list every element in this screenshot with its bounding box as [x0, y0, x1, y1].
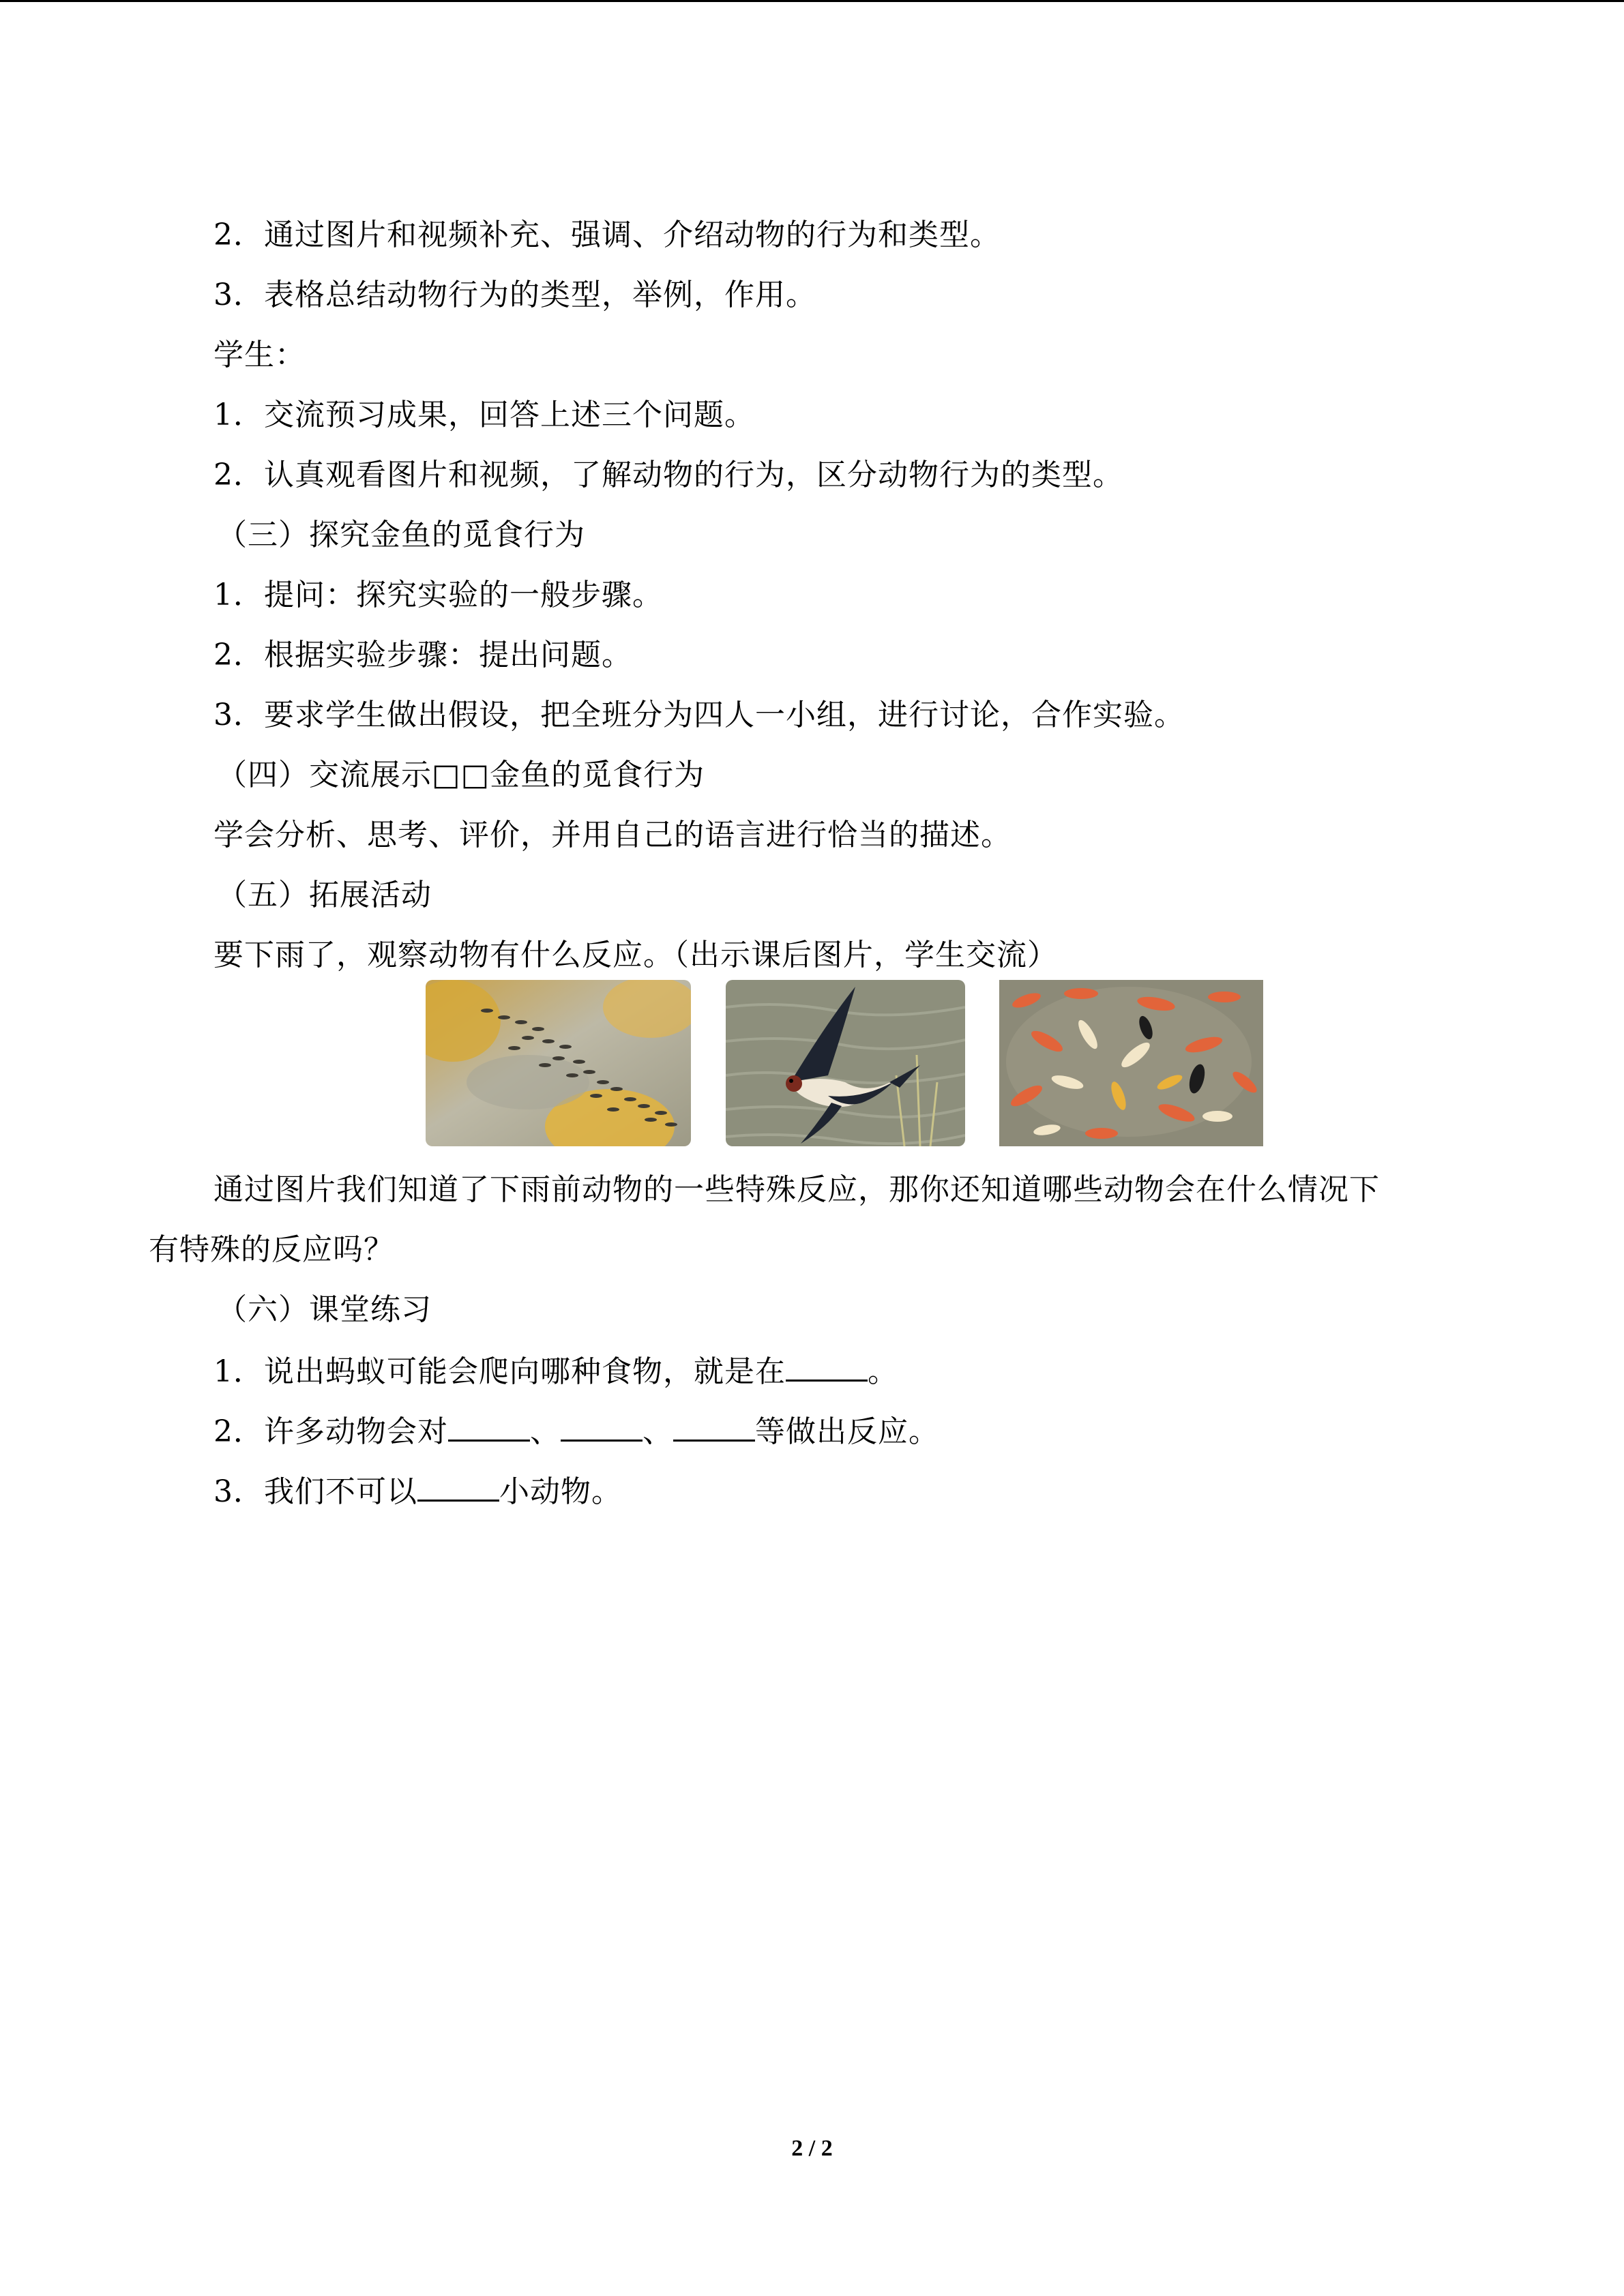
text-line: 3．表格总结动物行为的类型，举例，作用。 [213, 278, 816, 312]
text-line: 3．要求学生做出假设，把全班分为四人一小组，进行讨论，合作实验。 [213, 698, 1185, 732]
text-line: 1．提问：探究实验的一般步骤。 [213, 578, 663, 612]
section-heading: （四）交流展示□□金鱼的觅食行为 [217, 758, 705, 792]
text-line: 要下雨了，观察动物有什么反应。（出示课后图片，学生交流） [213, 938, 1058, 972]
text-line: 2．根据实验步骤：提出问题。 [213, 638, 632, 672]
answer-blank [673, 1410, 755, 1442]
exercise-1-end: 。 [868, 1354, 898, 1389]
exercise-2-sep: 、 [530, 1414, 561, 1449]
text-line: 1．交流预习成果，回答上述三个问题。 [213, 398, 755, 432]
goldfish-photo [999, 980, 1263, 1146]
answer-blank [561, 1410, 643, 1442]
section-heading: （六）课堂练习 [217, 1292, 432, 1327]
text-line: 2．认真观看图片和视频，了解动物的行为，区分动物行为的类型。 [213, 458, 1123, 492]
section-heading: （三）探究金鱼的觅食行为 [217, 518, 585, 552]
text-line: 2．通过图片和视频补充、强调、介绍动物的行为和类型。 [213, 218, 1001, 252]
swallow-photo [726, 980, 965, 1146]
exercise-2-sep: 、 [643, 1414, 673, 1449]
text-line: 学生： [213, 338, 306, 372]
exercise-2-text: 2．许多动物会对 [213, 1414, 448, 1449]
section-heading: （五）拓展活动 [217, 878, 432, 912]
text-line: 通过图片我们知道了下雨前动物的一些特殊反应，那你还知道哪些动物会在什么情况下 [213, 1172, 1380, 1207]
answer-blank [417, 1470, 499, 1502]
answer-blank [448, 1410, 530, 1442]
exercise-2 [213, 1410, 939, 1452]
page-number: 2 / 2 [791, 2136, 833, 2161]
top-border-rule [0, 0, 1624, 2]
text-line: 学会分析、思考、评价，并用自己的语言进行恰当的描述。 [213, 818, 1012, 852]
exercise-1-text: 1．说出蚂蚁可能会爬向哪种食物，就是在 [213, 1354, 786, 1389]
exercise-2-end: 等做出反应。 [755, 1414, 939, 1449]
ants-photo [426, 980, 691, 1146]
answer-blank [786, 1350, 868, 1382]
exercise-3 [213, 1470, 622, 1512]
exercise-1 [213, 1350, 898, 1392]
exercise-3-end: 小动物。 [499, 1474, 622, 1509]
exercise-3-text: 3．我们不可以 [213, 1474, 417, 1509]
text-line: 有特殊的反应吗？ [149, 1232, 394, 1267]
